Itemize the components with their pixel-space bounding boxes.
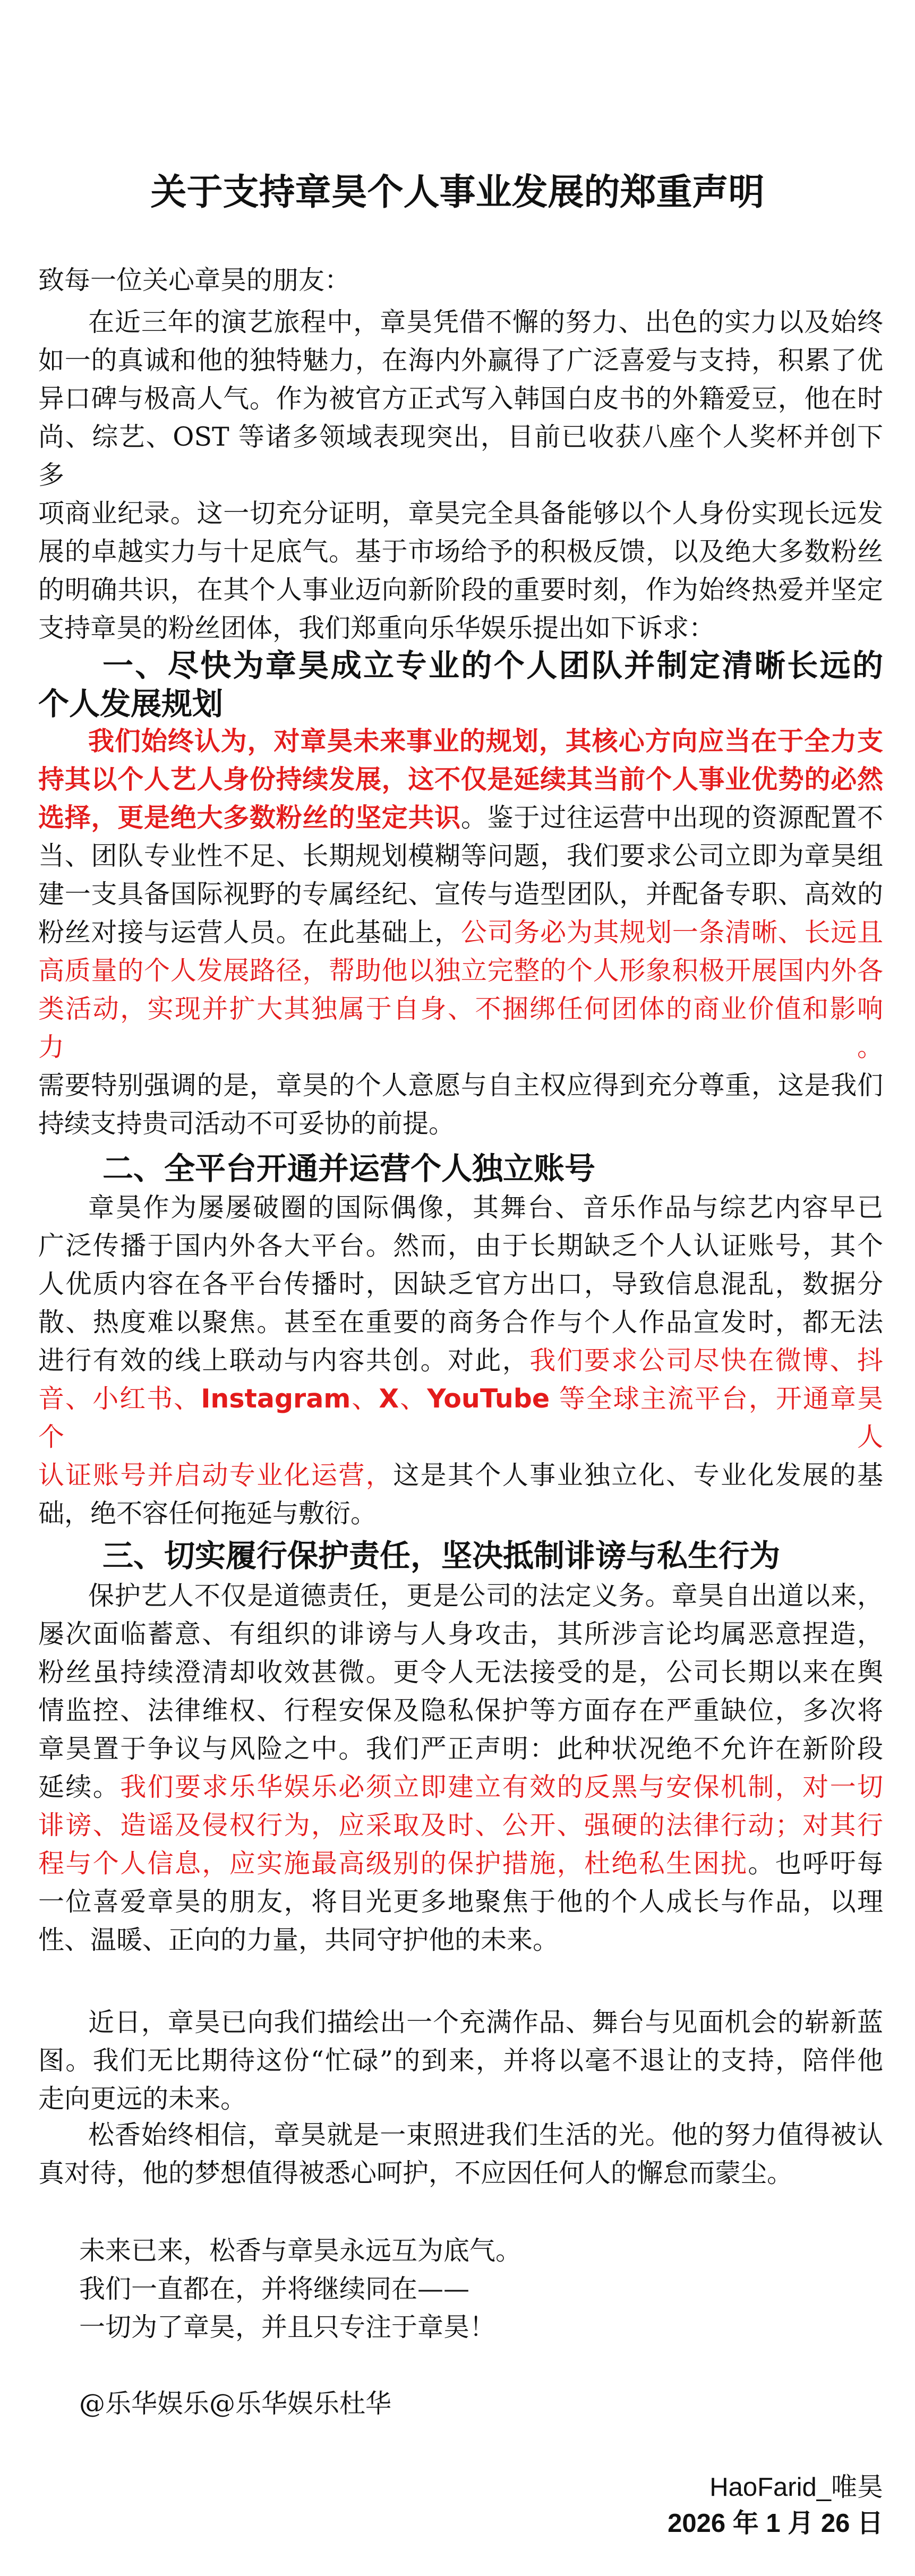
- text-segment: 粉丝对接与运营人员。在此基础上，: [38, 917, 461, 948]
- text-line: 础，绝不容任何拖延与敷衍。: [38, 1498, 377, 1529]
- emphasis-segment: 持其以个人艺人身份持续发展，这不仅是延续其当前个人事业优势的必然: [38, 764, 883, 795]
- text-segment: 这是其个人事业独立化、专业化发展的基: [393, 1460, 883, 1490]
- text-line: [38, 1845, 883, 1883]
- closing-paragraph-2: [38, 2116, 883, 2193]
- text-line: 持续支持贵司活动不可妥协的前提。: [38, 1108, 455, 1139]
- text-line: [38, 1342, 883, 1380]
- text-line: 我们一直都在，并将继续同在——: [79, 2274, 470, 2304]
- emphasis-segment: 选择，更是绝大多数粉丝的坚定共识: [38, 803, 461, 833]
- section-2-paragraph: [38, 1189, 883, 1533]
- emphasis-segment: 我们始终认为，对章昊未来事业的规划，其核心方向应当在于全力支: [88, 726, 883, 756]
- emphasis-segment: 音、小红书、: [38, 1384, 201, 1414]
- text-line: [38, 1456, 883, 1495]
- signature-author: HaoFarid_唯昊: [709, 2473, 883, 2502]
- text-line: [38, 952, 883, 990]
- text-segment: 进行有效的线上联动与内容共创。对此，: [38, 1345, 530, 1376]
- heading-line: 一、尽快为章昊成立专业的个人团队并制定清晰长远的: [102, 647, 883, 684]
- emphasis-segment: 类活动，实现并扩大其独属于自身、不捆绑任何团体的商业价值和影响力。: [38, 994, 883, 1062]
- text-line: 一切为了章昊，并且只专注于章昊！: [79, 2312, 496, 2342]
- text-line: 支持章昊的粉丝团体，我们郑重向乐华娱乐提出如下诉求：: [38, 613, 715, 643]
- text-line: 建一支具备国际视野的专属经纪、宣传与造型团队，并配备专职、高效的: [38, 879, 883, 909]
- text-line: 项商业纪录。这一切充分证明，章昊完全具备能够以个人身份实现长远发: [38, 498, 883, 528]
- text-line: 章昊置于争议与风险之中。我们严正声明：此种状况绝不允许在新阶段: [38, 1734, 883, 1764]
- text-line: 当、团队专业性不足、长期规划模糊等问题，我们要求公司立即为章昊组: [38, 841, 883, 871]
- text-line: 展的卓越实力与十足底气。基于市场给予的积极反馈，以及绝大多数粉丝: [38, 536, 883, 567]
- text-segment: 。鉴于过往运营中出现的资源配置不: [460, 803, 883, 833]
- text-line: 未来已来，松香与章昊永远互为底气。: [79, 2236, 522, 2266]
- text-line: [38, 1768, 883, 1806]
- emphasis-segment: 诽谤、造谣及侵权行为，应采取及时、公开、强硬的法律行动；对其行: [38, 1810, 883, 1840]
- text-line: 章昊作为屡屡破圈的国际偶像，其舞台、音乐作品与综艺内容早已: [88, 1192, 883, 1223]
- text-line: 散、热度难以聚焦。甚至在重要的商务合作与个人作品宣发时，都无法: [38, 1307, 883, 1337]
- emphasis-segment: 认证账号并启动专业化运营，: [38, 1460, 394, 1490]
- text-line: 松香始终相信，章昊就是一束照进我们生活的光。他的努力值得被认: [88, 2120, 883, 2150]
- emphasis-segment: 等全球主流平台，开通章昊个人: [38, 1384, 883, 1452]
- text-line: 广泛传播于国内外各大平台。然而，由于长期缺乏个人认证账号，其个: [38, 1231, 883, 1261]
- text-line: [38, 722, 883, 761]
- page-title: 关于支持章昊个人事业发展的郑重声明: [150, 171, 765, 214]
- emphasis-segment: Instagram: [201, 1384, 351, 1414]
- text-line: [38, 914, 883, 952]
- text-line: 近日，章昊已向我们描绘出一个充满作品、舞台与见面机会的崭新蓝: [88, 2007, 883, 2037]
- intro-paragraph: [38, 303, 883, 647]
- text-line: 保护艺人不仅是道德责任，更是公司的法定义务。章昊自出道以来，: [88, 1581, 883, 1611]
- emphasis-segment: 、: [350, 1384, 379, 1414]
- section-1-paragraph: [38, 722, 883, 1143]
- text-line: [38, 990, 883, 1067]
- text-line: 情监控、法律维权、行程安保及隐私保护等方面存在严重缺位，多次将: [38, 1695, 883, 1726]
- heading-line: 三、切实履行保护责任，坚决抵制诽谤与私生行为: [102, 1538, 781, 1574]
- text-line: 图。我们无比期待这份“忙碌”的到来，并将以毫不退让的支持，陪伴他: [38, 2045, 883, 2076]
- text-line: 的明确共识，在其个人事业迈向新阶段的重要时刻，作为始终热爱并坚定: [38, 575, 883, 605]
- emphasis-segment: 程与个人信息，应实施最高级别的保护措施，杜绝私生困扰: [38, 1848, 748, 1879]
- text-line: [38, 1380, 883, 1456]
- text-line: 真对待，他的梦想值得被悉心呵护，不应因任何人的懈怠而蒙尘。: [38, 2158, 793, 2188]
- text-line: 一位喜爱章昊的朋友，将目光更多地聚焦于他的个人成长与作品，以理: [38, 1887, 883, 1917]
- text-line: 人优质内容在各平台传播时，因缺乏官方出口，导致信息混乱，数据分: [38, 1269, 883, 1299]
- text-line: 屡次面临蓄意、有组织的诽谤与人身攻击，其所涉言论均属恶意捏造，: [38, 1619, 883, 1649]
- text-line: 需要特别强调的是，章昊的个人意愿与自主权应得到充分尊重，这是我们: [38, 1070, 883, 1101]
- text-line: 异口碑与极高人气。作为被官方正式写入韩国白皮书的外籍爱豆，他在时: [38, 383, 883, 414]
- text-line: [38, 1806, 883, 1845]
- section-3-heading: [38, 1537, 883, 1575]
- text-line: 性、温暖、正向的力量，共同守护他的未来。: [38, 1925, 559, 1955]
- emphasis-segment: 我们要求乐华娱乐必须立即建立有效的反黑与安保机制，对一切: [120, 1772, 883, 1802]
- section-2-heading: [38, 1149, 883, 1188]
- emphasis-segment: 、: [399, 1384, 427, 1414]
- greeting-line: 致每一位关心章昊的朋友：: [38, 265, 351, 295]
- emphasis-segment: YouTube: [427, 1384, 550, 1414]
- text-line: 如一的真诚和他的独特魅力，在海内外赢得了广泛喜爱与支持，积累了优: [38, 345, 883, 376]
- text-line: 走向更远的未来。: [38, 2084, 247, 2114]
- mention-line: @乐华娱乐@乐华娱乐杜华: [79, 2389, 392, 2419]
- text-line: 尚、综艺、OST 等诸多领域表现突出，目前已收获八座个人奖杯并创下多: [38, 422, 883, 490]
- heading-line: 二、全平台开通并运营个人独立账号: [102, 1150, 596, 1187]
- emphasis-segment: 我们要求公司尽快在微博、抖: [529, 1345, 883, 1376]
- section-3-paragraph: [38, 1577, 883, 1959]
- text-segment: 延续。: [38, 1772, 121, 1802]
- heading-line: 个人发展规划: [38, 686, 224, 722]
- text-line: [38, 799, 883, 837]
- closing-paragraph-1: [38, 2003, 883, 2118]
- closing-slogans: [79, 2232, 915, 2347]
- emphasis-segment: 高质量的个人发展路径，帮助他以独立完整的个人形象积极开展国内外各: [38, 956, 883, 986]
- signature-date: 2026 年 1 月 26 日: [668, 2509, 883, 2538]
- text-line: 粉丝虽持续澄清却收效甚微。更令人无法接受的是，公司长期以来在舆: [38, 1657, 883, 1687]
- section-1-heading: [38, 646, 883, 723]
- text-segment: 。也呼吁每: [748, 1848, 883, 1879]
- text-line: 在近三年的演艺旅程中，章昊凭借不懈的努力、出色的实力以及始终: [88, 307, 883, 337]
- signature-block: [668, 2469, 883, 2541]
- emphasis-segment: X: [379, 1384, 399, 1414]
- emphasis-segment: 公司务必为其规划一条清晰、长远且: [460, 917, 883, 948]
- text-line: [38, 761, 883, 799]
